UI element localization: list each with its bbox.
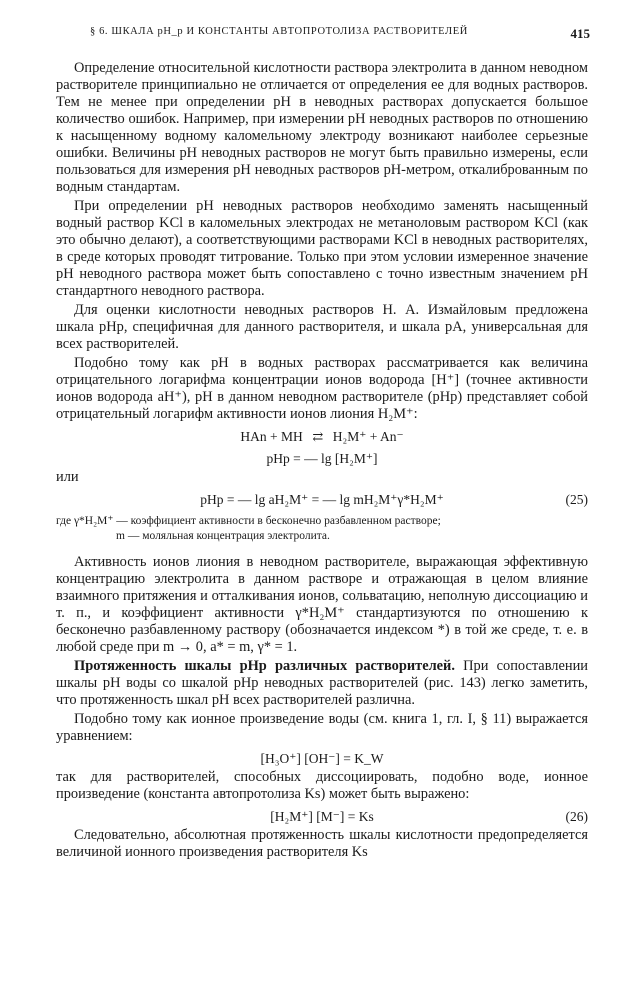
equation-autoprotolysis-reaction [56,425,588,447]
where-block [56,514,588,544]
page-header [90,26,590,42]
where-line-1: где γ*H₂M⁺ — коэффициент активности в бесконечно разбавленном растворе; [56,515,441,527]
equilibrium-arrow-icon: ⇄ [312,428,324,444]
page-number: 415 [570,26,590,41]
paragraph-ionic-product: Подобно тому как ионное произведение воды (см. книга 1, гл. I, § 11) выражается уравнением: [56,711,588,744]
equation-water-text: [H₃O⁺] [OH⁻] = K_W [260,750,384,766]
equation-26-number: (26) [565,808,588,824]
equation-26 [56,805,588,827]
reaction-right: H₂M⁺ + An⁻ [332,428,404,444]
or-word: или [56,469,79,485]
paragraph-solvents: так для растворителей, способных диссоциировать, подобно воде, ионное произведение (константа автопротолиза Ks) может быть выражено: [56,769,588,802]
section-text: При сопоставлении шкалы pH воды со шкалой pHр неводных растворителей (рис. 143) легко заметить, что протяженность шкал pH всех растворителей различна. [56,658,588,708]
equation-water-ionic-product [56,747,588,769]
paragraph-final: Следовательно, абсолютная протяженность шкалы кислотности предопределяется величиной ионного произведения растворителя Ks [56,827,588,860]
equation-26-expr: [H₂M⁺] [M⁻] = Ks [270,808,374,824]
equation-ph-definition [56,447,588,469]
reaction-left: HAn + MH [240,428,303,444]
equation-25-expr: pHр = — lg aH₂M⁺ = — lg mH₂M⁺γ*H₂M⁺ [200,491,444,507]
running-title: § 6. ШКАЛА pH_p И КОНСТАНТЫ АВТОПРОТОЛИЗА РАСТВОРИТЕЛЕЙ [90,26,468,37]
body-text [56,60,588,863]
equation-25 [56,488,588,510]
paragraph-kcl: При определении pH неводных растворов необходимо заменять насыщенный водный раствор KCl в каломельных электродах не метаноловым раствором KCl (как это обычно делают), а соответствующими растворами KCl в неводных растворителях, в среде которых проводят титрование. Только при этом условии измеренное значение pH неводного раствора может быть сопоставлено с точно известным значением pH стандартного неводного раствора. [56,198,588,299]
section-heading: Протяженность шкалы pHр различных растворителей. [74,658,455,674]
equation-25-number: (25) [565,491,588,507]
paragraph-lyonium: Подобно тому как pH в водных растворах рассматривается как величина отрицательного логарифма концентрации ионов водорода [H⁺] (точнее активности ионов водорода aH⁺), pH в данном неводном растворителе (pHр) представляет собой отрицательный логарифм активности ионов лиония H₂M⁺: [56,355,588,422]
paragraph-scale-extent [56,658,588,709]
paragraph-izmailov: Для оценки кислотности неводных растворов Н. А. Измайловым предложена шкала pHр, специфичная для данного растворителя, и шкала pA, универсальная для всех растворителей. [56,302,588,352]
paragraph-measurement: Определение относительной кислотности раствора электролита в данном неводном растворителе принципиально не отличается от определения ее для водных растворов. Тем не менее при определении pH в неводных растворах допускается большое количество ошибок. Например, при измерении pH неводных растворов по отношению к насыщенному водному каломельному электроду возникают наиболее серьезные ошибки. Величины pH неводных растворов не могут быть правильно измерены, если пользоваться для измерения pH неводных растворов pH-метром, откалиброванным по водным стандартам. [56,60,588,195]
where-line-2: m — моляльная концентрация электролита. [116,530,330,542]
equation-ph-text: pHр = — lg [H₂M⁺] [266,450,378,466]
paragraph-activity: Активность ионов лиония в неводном растворителе, выражающая эффективную концентрацию электролита в данном растворе и отражающая в целом влияние взаимного притяжения и отталкивания ионов, сольватацию, неполную диссоциацию и т. п., и коэффициент активности γ*H₂M⁺ стандартизуются по отношению к бесконечно разбавленному раствору (обозначается индексом *) в той же среде, т. е. в любой среде при m → 0, a* = m, γ* = 1. [56,554,588,655]
